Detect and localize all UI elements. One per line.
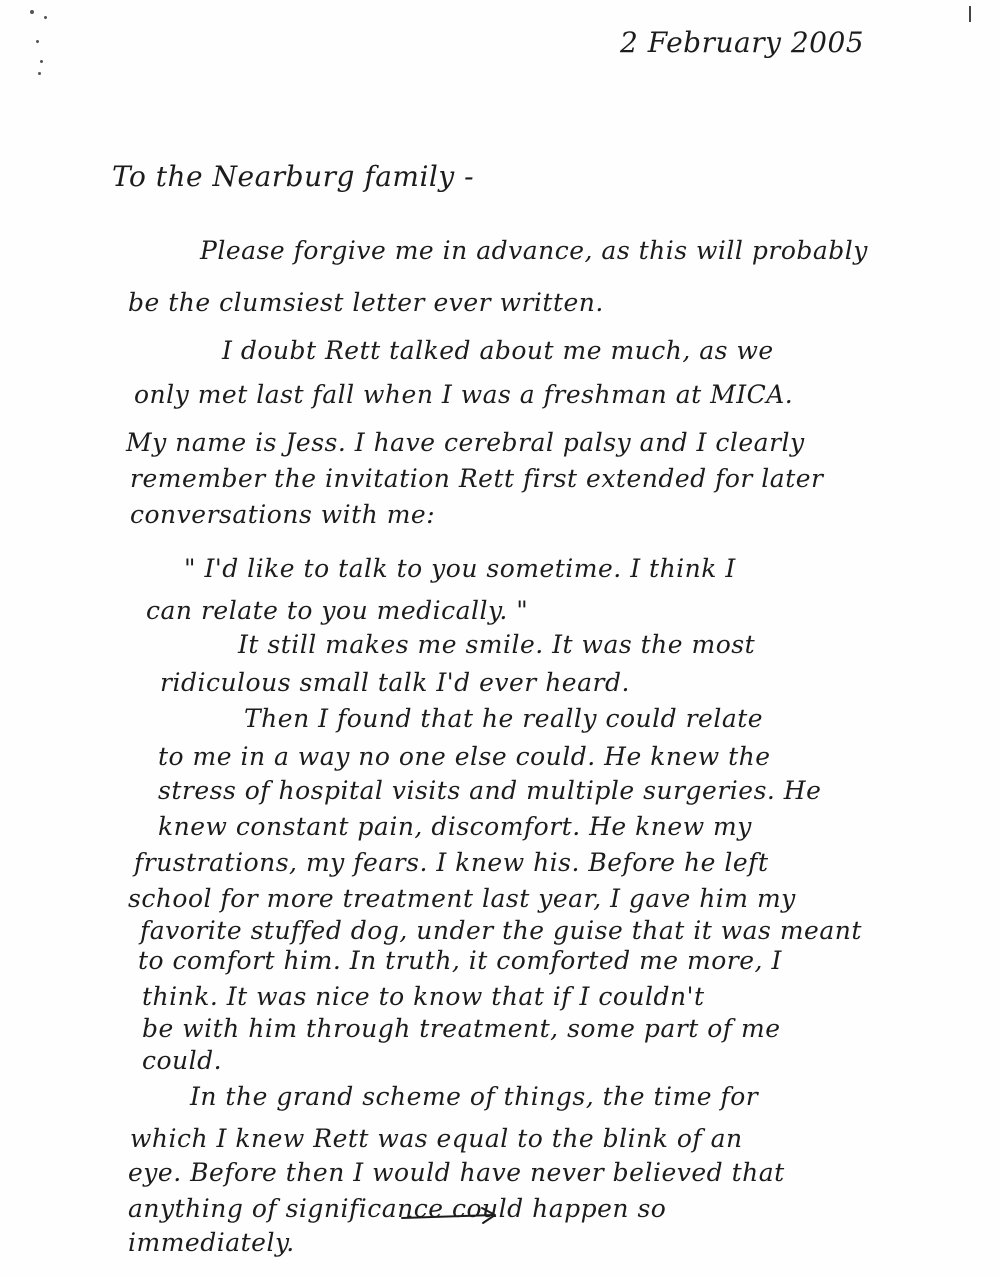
letter-line: I doubt Rett talked about me much, as we <box>222 336 774 365</box>
letter-line: to me in a way no one else could. He knew the <box>158 742 771 771</box>
paper-speck <box>38 72 41 75</box>
letter-line: Then I found that he really could relate <box>244 704 764 733</box>
letter-line: remember the invitation Rett first extended for later <box>130 464 824 493</box>
letter-date: 2 February 2005 <box>620 26 865 59</box>
letter-line: be with him through treatment, some part of me <box>142 1014 781 1043</box>
letter-line: think. It was nice to know that if I couldn't <box>142 982 705 1011</box>
letter-line: only met last fall when I was a freshman at MICA. <box>134 380 794 409</box>
letter-line: which I knew Rett was equal to the blink of an <box>130 1124 743 1153</box>
paper-speck <box>36 40 39 43</box>
right-arrow-icon <box>400 1204 500 1228</box>
paper-speck <box>30 10 34 14</box>
letter-line: immediately. <box>128 1228 295 1257</box>
letter-line: be the clumsiest letter ever written. <box>128 288 604 317</box>
letter-line: eye. Before then I would have never believed that <box>128 1158 785 1187</box>
letter-line: " I'd like to talk to you sometime. I think I <box>184 554 736 583</box>
letter-line: In the grand scheme of things, the time for <box>190 1082 759 1111</box>
paper-speck <box>40 60 43 63</box>
letter-line: to comfort him. In truth, it comforted me more, I <box>138 946 782 975</box>
letter-line: My name is Jess. I have cerebral palsy and I clearly <box>126 428 805 457</box>
letter-line: could. <box>142 1046 223 1075</box>
paper-speck <box>44 16 47 19</box>
page-edge-mark <box>969 6 971 22</box>
letter-line: It still makes me smile. It was the most <box>238 630 756 659</box>
letter-line: ridiculous small talk I'd ever heard. <box>160 668 630 697</box>
letter-line: conversations with me: <box>130 500 436 529</box>
letter-line: Please forgive me in advance, as this will probably <box>200 236 868 265</box>
letter-line: school for more treatment last year, I gave him my <box>128 884 796 913</box>
letter-salutation: To the Nearburg family - <box>112 160 475 193</box>
letter-line: favorite stuffed dog, under the guise that it was meant <box>140 916 862 945</box>
letter-line: knew constant pain, discomfort. He knew my <box>158 812 752 841</box>
letter-line: anything of significance could happen so <box>128 1194 667 1223</box>
letter-line: stress of hospital visits and multiple surgeries. He <box>158 776 822 805</box>
letter-line: can relate to you medically. " <box>146 596 529 625</box>
letter-line: frustrations, my fears. I knew his. Before he left <box>134 848 769 877</box>
